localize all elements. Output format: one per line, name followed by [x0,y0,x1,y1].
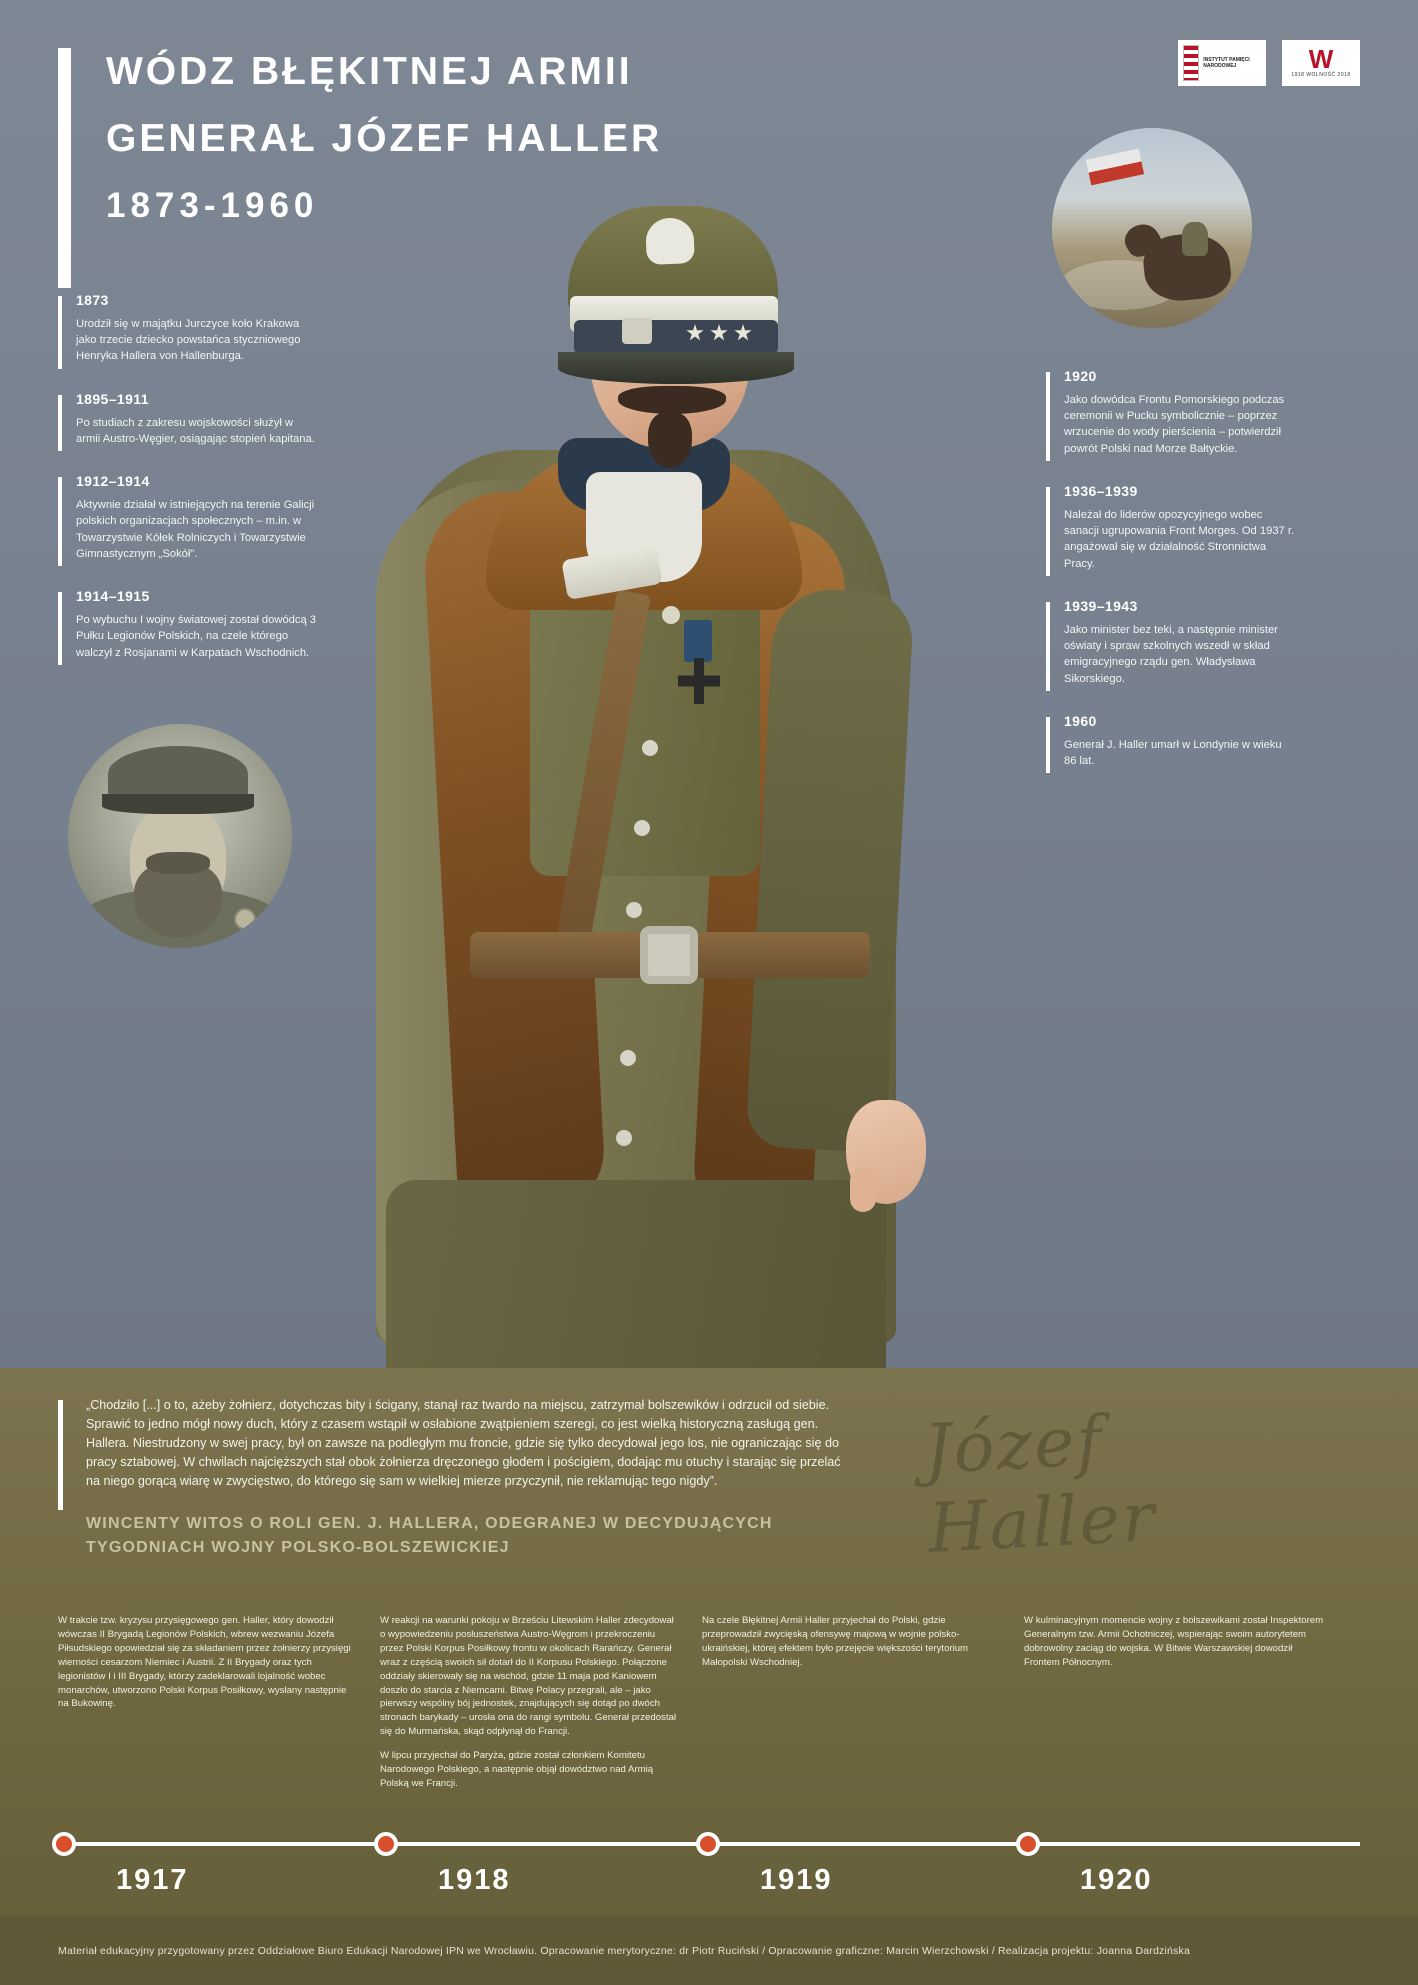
entry-accent-bar [1046,372,1050,461]
timeline-dot [696,1832,720,1856]
niepodlegla-logo [1282,40,1360,86]
entry-text: Po wybuchu I wojny światowej został dowódcą 3 Pułku Legionów Polskich, na czele którego walczył z Rosjanami w Karpatach Wschodnich. [76,614,317,659]
eagle-emblem-icon [645,217,695,265]
column-paragraph: W trakcie tzw. kryzysu przysięgowego gen. Haller, który dowodził wówczas II Brygadą Legionów Polskich, wbrew wezwaniu Józefa Piłsudskiego opowiedział się za składaniem przez żołnierzy przysięgi wierności cesarzom Niemiec i Austrii. Z II Brygady oraz tych legionistów I i III Brygady, którzy zadeklarowali lojalność wobec monarchów, utworzono Polski Korpus Posiłkowy, wysłany następnie na Bukowinę. [58,1615,351,1710]
general-illustration [290,120,990,1368]
timeline-dot [374,1832,398,1856]
cap-dark-band [574,320,778,354]
pointing-finger [850,1168,876,1212]
portrait-cap-visor [102,794,254,814]
timeline-entry [58,391,320,447]
axis-year-label: 1918 [438,1864,511,1896]
coat-button [626,902,642,918]
quote-attribution: WINCENTY WITOS O ROLI GEN. J. HALLERA, ODEGRANEJ W DECYDUJĄCYCH TYGODNIACH WOJNY POLSKO-BOLSZEWICKIEJ [86,1515,773,1557]
cap-visor [558,352,794,384]
entry-year: 1936–1939 [1064,482,1138,499]
column-paragraph: W reakcji na warunki pokoju w Brześciu Litewskim Haller zdecydował o wypowiedzeniu posłuszeństwa Austro-Węgrom i przekroczeniu przez Polski Korpus Posiłkowy frontu w okolicach Rarańczy. Generał wraz z częścią swoich sił dotarł do II Korpusu Polskiego. Połączone oddziały skierowały się na wschód, gdzie 11 maja pod Kaniowem doszło do starcia z Niemcami. Bitwę Polacy przegrali, ale – jako pierwszy wspólny bój jednostek, znajdujących się dotąd po dwóch stronach barykady – urosła ona do rangi symbolu. Generał przedostał się do Murmańska, skąd odpłynął do Francji. [380,1615,676,1738]
timeline-axis [58,1842,1360,1896]
timeline-entry [58,473,320,562]
right-timeline-column [1046,368,1296,795]
ipn-emblem-icon [1183,45,1199,81]
footer-credits: Materiał edukacyjny przygotowany przez Oddziałowe Biuro Edukacji Narodowej IPN we Wrocławiu. Opracowanie merytoryczne: dr Piotr Ruciński / Opracowanie graficzne: Marcin Wierzchowski / Realizacja projektu: Joanna Dardzińska [58,1944,1190,1957]
timeline-entry [58,588,320,661]
portrait-moustache [146,852,210,874]
coat-button [642,740,658,756]
axis-year-label: 1919 [760,1864,833,1896]
entry-text: Urodził się w majątku Jurczyce koło Krakowa jako trzecie dziecko powstańca styczniowego Henryka Hallera von Hallenburga. [76,318,301,363]
entry-year: 1912–1914 [76,473,150,490]
quote-accent-bar [58,1400,63,1510]
coat-button [620,1050,636,1066]
timeline-entry [1046,598,1296,687]
timeline-column-1919 [702,1614,1002,1791]
entry-year: 1895–1911 [76,390,149,407]
timeline-entry [1046,368,1296,457]
column-paragraph: W lipcu przyjechał do Paryża, gdzie został członkiem Komitetu Narodowego Polskiego, a następnie objął dowództwo nad Armią Polską we Francji. [380,1750,654,1789]
coat-button [634,820,650,836]
entry-text: Po studiach z zakresu wojskowości służył w armii Austro-Węgier, osiągając stopień kapitana. [76,416,315,445]
title-years: 1873-1960 [106,185,319,225]
timeline-dot [52,1832,76,1856]
portrait-medal-icon [234,908,256,930]
timeline-column-1917 [58,1614,358,1791]
moustache [618,386,726,414]
timeline-entry [1046,713,1296,769]
entry-text: Jako dowódca Frontu Pomorskiego podczas ceremonii w Pucku symbolicznie – poprzez wrzucenie do wody pierścienia – potwierdził powrót Polski nad Morze Bałtyckie. [1064,394,1285,455]
entry-year: 1939–1943 [1064,597,1138,614]
w-mark-caption: 1918 WOLNOŚĆ 2018 [1291,71,1351,78]
entry-text: Generał J. Haller umarł w Londynie w wieku 86 lat. [1064,738,1282,768]
quote-block [58,1396,858,1560]
footer [0,1916,1418,1985]
entry-accent-bar [1046,487,1050,576]
title-line-2: GENERAŁ JÓZEF HALLER [106,116,663,160]
entry-accent-bar [58,395,62,451]
title-accent-bar [58,48,71,288]
signature-image: Józef Haller [922,1401,1159,1569]
column-paragraph: W kulminacyjnym momencie wojny z bolszewikami został Inspektorem Generalnym tzw. Armii Ochotniczej, wspierając swoim autorytetem dobrowolny zaciąg do wojska. W Bitwie Warszawskiej dowodził Frontem Północnym. [1024,1615,1324,1668]
column-paragraph: Na czele Błękitnej Armii Haller przyjechał do Polski, gdzie przeprowadził zwycięską ofensywę majową w wojnie polsko-ukraińskiej, której efektem było przejęcie większości terytorium Małopolski Wschodniej. [702,1615,969,1668]
entry-accent-bar [58,592,62,665]
quote-text: „Chodziło [...] o to, ażeby żołnierz, dotychczas bity i ścigany, stanął raz twardo na miejscu, zatrzymał bolszewików i odrzucił od siebie. Sprawić to jedno mógł nowy duch, który z czasem wstąpił w osłabione zwątpieniem szeregi, co jest wielką historyczną zasługą gen. Hallera. Niestrudzony w swej pracy, był on zawsze na podległym mu froncie, gdzie się tylko decydował jego los, nie ograniczając się do pracy sztabowej. W chwilach najcięższych stał obok żołnierza dręczonego głodem i pościgiem, dodając mu otuchy i starając się przelać na niego gorącą wiarę w zwycięstwo, do którego się sam w wielkiej mierze przyczynił, nie reklamując tego nigdy”. [86,1398,841,1488]
entry-year: 1873 [76,292,109,308]
axis-year-label: 1917 [116,1864,189,1896]
timeline-dot [1016,1832,1040,1856]
timeline-column-1918 [380,1614,680,1791]
entry-text: Należał do liderów opozycyjnego wobec sanacji ugrupowania Front Morges. Od 1937 r. angażował się w działalność Stronnictwa Pracy. [1064,508,1295,570]
right-arm [745,587,914,1154]
coat-lower-skirt [386,1180,886,1368]
medal-dot-icon [662,606,680,624]
belt-buckle-icon [640,926,698,984]
archival-portrait-image [68,724,292,948]
timeline-column-1920 [1024,1614,1324,1791]
timeline-columns [58,1614,1358,1791]
entry-accent-bar [58,477,62,566]
cap-buckle-icon [622,318,652,344]
rider-shape [1182,222,1208,256]
bottom-section [0,1368,1418,1916]
medal-ribbon-icon [684,620,712,662]
entry-year: 1960 [1064,712,1097,729]
battle-painting-image [1052,128,1252,328]
left-timeline-column [58,292,320,687]
axis-year-label: 1920 [1080,1864,1153,1896]
w-mark-icon: W [1308,44,1334,75]
timeline-entry [58,292,320,365]
entry-text: Aktywnie działał w istniejących na terenie Galicji polskich organizacjach społecznych – m.in. w Towarzystwie Kółek Rolniczych i Towarzystwie Gimnastycznym „Sokół”. [76,499,315,560]
entry-accent-bar [1046,717,1050,773]
timeline-entry [1046,483,1296,572]
ipn-logo-label: INSTYTUT PAMIĘCI NARODOWEJ [1203,56,1250,69]
logo-group [1178,40,1360,86]
coat-button [616,1130,632,1146]
title-line-1: WÓDZ BŁĘKITNEJ ARMII [106,50,633,93]
entry-text: Jako minister bez teki, a następnie minister oświaty i spraw szkolnych wszedł w skład emigracyjnego rządu gen. Władysława Sikorskiego. [1064,623,1278,685]
entry-accent-bar [1046,602,1050,691]
entry-accent-bar [58,296,62,369]
ipn-logo [1178,40,1266,86]
entry-year: 1920 [1064,368,1097,384]
entry-year: 1914–1915 [76,588,150,605]
goatee [648,412,692,468]
